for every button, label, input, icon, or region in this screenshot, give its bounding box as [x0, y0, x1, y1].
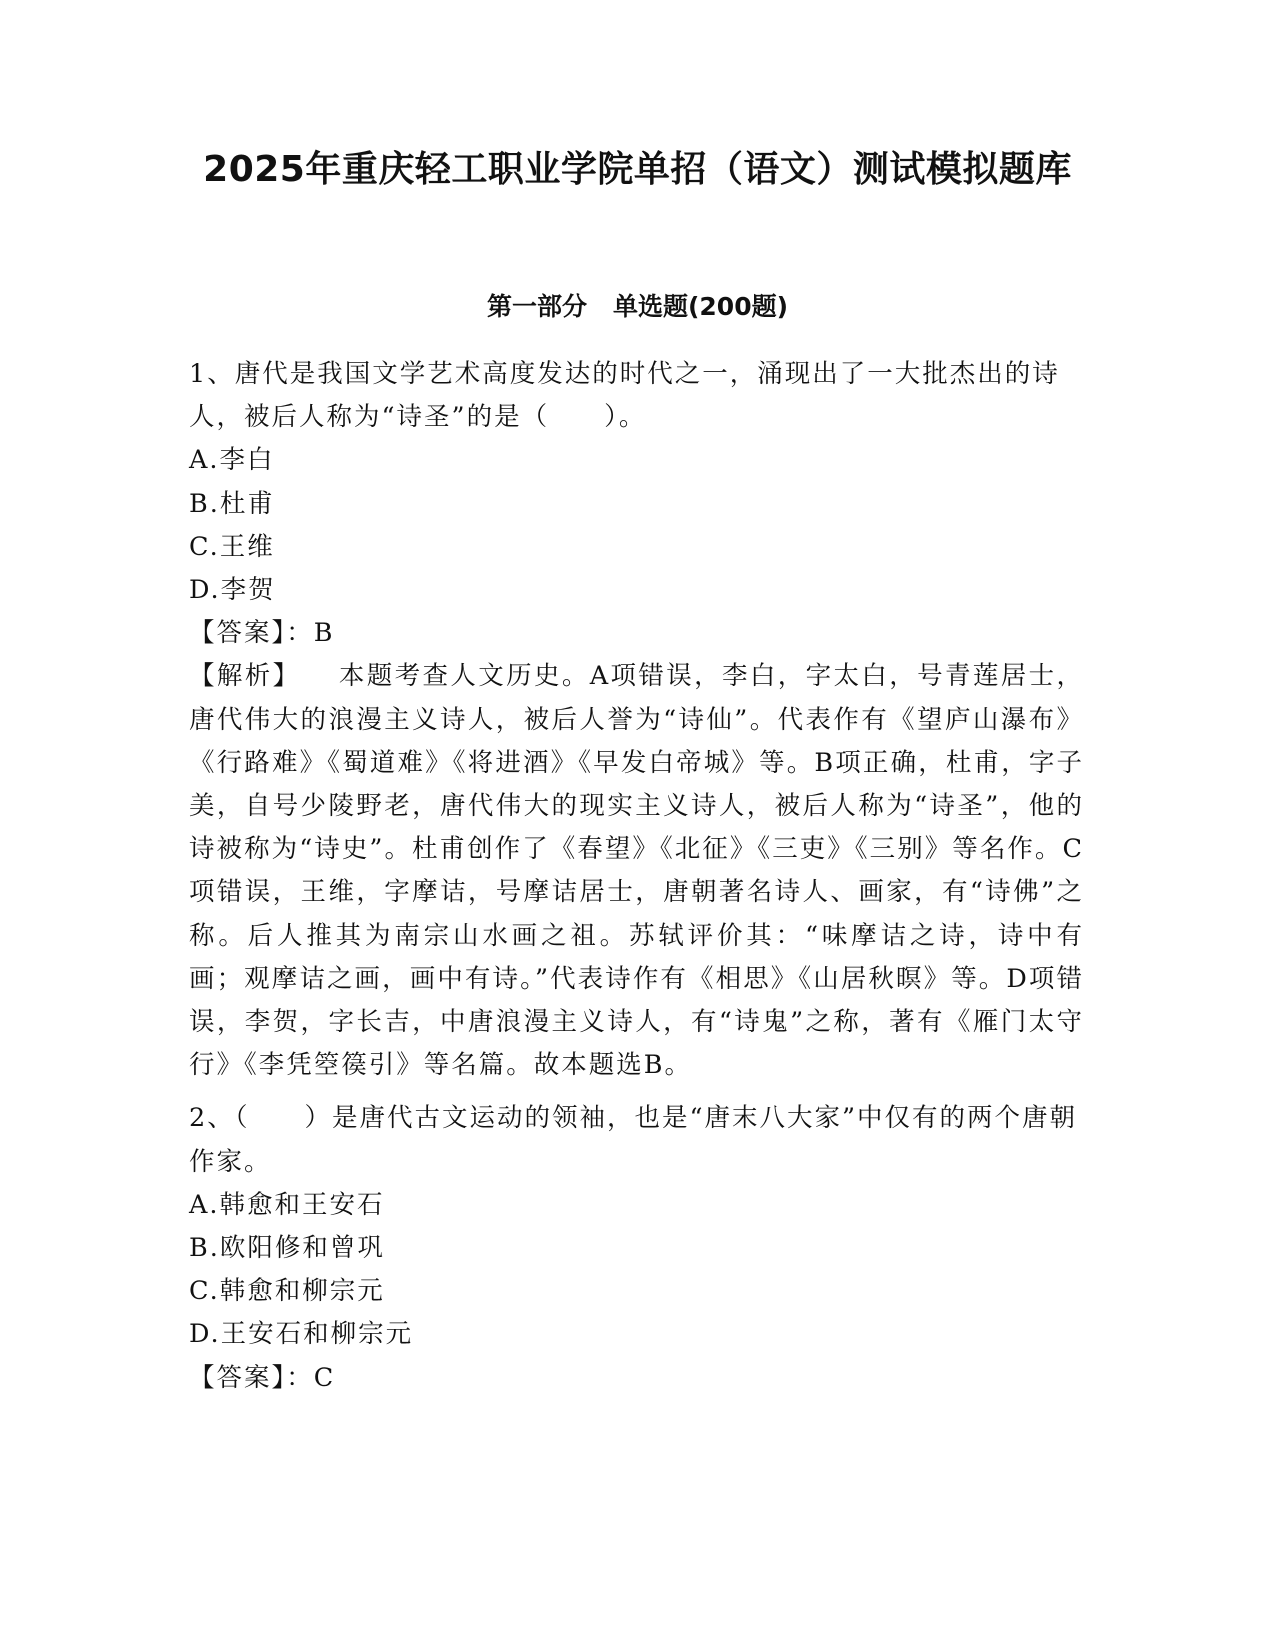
- option-c: C.韩愈和柳宗元: [189, 1276, 385, 1307]
- answer-line: [189, 1357, 1084, 1400]
- answer-line: [189, 612, 1084, 655]
- question-2: [189, 1097, 1084, 1399]
- option-c: C.王维: [189, 531, 275, 562]
- analysis-paragraph: [189, 655, 1084, 1087]
- option-a: A.韩愈和王安石: [189, 1189, 385, 1220]
- answer-label: 【答案】：: [189, 1362, 314, 1393]
- section-part: 第一部分: [486, 292, 587, 321]
- question-stem: 2、（ ）是唐代古文运动的领袖，也是“唐末八大家”中仅有的两个唐朝作家。: [189, 1103, 1078, 1177]
- option-a: A.李白: [189, 445, 275, 476]
- option-d: D.李贺: [189, 575, 276, 606]
- question-stem: 1、唐代是我国文学艺术高度发达的时代之一，涌现出了一大批杰出的诗人，被后人称为“诗圣”的是（ ）。: [189, 359, 1060, 433]
- analysis-text: 本题考查人文历史。A项错误，李白，字太白，号青莲居士，唐代伟大的浪漫主义诗人，被后人誉为“诗仙”。代表作有《望庐山瀑布》《行路难》《蜀道难》《将进酒》《早发白帝城》等。B项正确，杜甫，字子美，自号少陵野老，唐代伟大的现实主义诗人，被后人称为“诗圣”，他的诗被称为“诗史”。杜甫创作了《春望》《北征》《三吏》《三别》等名作。C项错误，王维，字摩诘，号摩诘居士，唐朝著名诗人、画家，有“诗佛”之称。后人推其为南宗山水画之祖。苏轼评价其：“味摩诘之诗，诗中有画；观摩诘之画，画中有诗。”代表诗作有《相思》《山居秋暝》等。D项错误，李贺，字长吉，中唐浪漫主义诗人，有“诗鬼”之称，著有《雁门太守行》《李凭箜篌引》等名篇。故本题选B。: [189, 661, 1084, 1081]
- question-list: [189, 353, 1084, 1400]
- answer-value: C: [313, 1362, 336, 1393]
- option-b: B.欧阳修和曾巩: [189, 1233, 385, 1264]
- analysis-label: 【解析】: [189, 661, 301, 692]
- section-heading: [0, 290, 1275, 324]
- document-title: 2025年重庆轻工职业学院单招（语文）测试模拟题库: [203, 149, 1072, 190]
- option-b: B.杜甫: [189, 488, 275, 519]
- question-1: [189, 353, 1084, 1087]
- answer-label: 【答案】：: [189, 618, 314, 649]
- option-d: D.王安石和柳宗元: [189, 1319, 414, 1350]
- section-name: 单选题(200题): [612, 292, 789, 321]
- answer-value: B: [313, 618, 335, 649]
